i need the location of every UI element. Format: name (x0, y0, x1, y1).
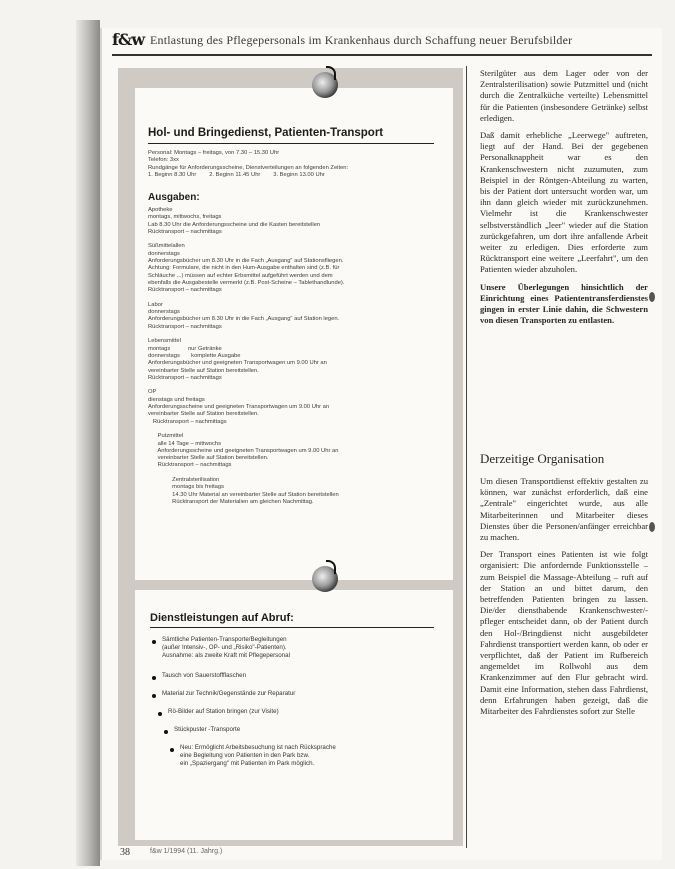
service-item: Material zur Technik/Gegenstände zur Reparatur (162, 690, 296, 697)
book-spine (76, 20, 100, 866)
margin-hole-icon (649, 292, 655, 302)
running-title: Entlastung des Pflegepersonals im Krankenhaus durch Schaffung neuer Berufsbilder (150, 33, 573, 47)
bullet-icon (152, 676, 156, 680)
emphasis-text: Unsere Überlegungen hinsichtlich der Einrichtung eines Patiententransferdienstes gingen in erster Linie dahin, die Schwestern von diesen Transporten zu entlasten. (480, 281, 648, 326)
paragraph: Um diesen Transportdienst effektiv gestalten zu können, war zunächst erforderlich, daß eine „Zentrale" eingerichtet wurde, aus alle Mitarbeiterinnen und Mitarbeiter dieses Dienstes über die Personen/anfänger erreichbar zu machen. (480, 476, 648, 543)
service-item: Tausch von Sauerstoffflaschen (162, 672, 247, 679)
note-intro: Personal: Montags – freitags, von 7.30 – 15.30 Uhr Telefon: 3xx Rundgänge für Anforderungsscheine, Dienstverteilungen an folgenden Zeiten: 1. Beginn 8.30 Uhr 2. Beginn 11.45 Uhr 3. Beginn 13.00 Uhr (148, 150, 349, 178)
article-column-continued (480, 476, 648, 723)
bullet-icon (152, 694, 156, 698)
title-underline (148, 143, 434, 144)
note-subhead: Ausgaben: (148, 192, 200, 203)
service-item: Neu: Ermöglicht Arbeitsbesuchung ist nach Rücksprache eine Begleitung von Patienten in den Park bzw. ein „Spaziergang" mit Patienten im Park möglich. (180, 744, 336, 767)
footer-source: f&w 1/1994 (11. Jahrg.) (150, 848, 223, 855)
bullet-icon (152, 640, 156, 644)
section-heading: Derzeitige Organisation (480, 451, 605, 466)
margin-hole-icon (649, 522, 655, 532)
column-divider (466, 66, 467, 848)
journal-logo: f&w (112, 30, 145, 49)
paragraph: Daß damit erhebliche „Leerwege" auftreten, liegt auf der Hand. Bei der gegebenen Personalknappheit war es den Krankenschwestern nicht zuzumuten, zum Beispiel in der Röntgen-Abteilung zu warten, bis der Patient dort untersucht worden war, um ihn dann gleich wieder mit zurückzunehmen. Vielmehr ist die Krankenschwester selbstverständlich „leer" wieder auf die Station zurückgefahren, um dort ihre anfallende Arbeit weiter zu erledigen. Dies erforderte zum Rücktransport eine weitere „Leerfahrt", um den Patienten wieder abzuholen. (480, 130, 648, 275)
service-item: Sämtliche Patienten-Transporte/Begleitungen (außer Intensiv-, OP- und „Risiko"-Patienten). Ausnahme: als zweite Kraft mit Pflegepersonal (162, 636, 290, 659)
page-number: 38 (120, 847, 130, 858)
service-item: Stückpuster -Transporte (174, 726, 241, 733)
paragraph-emphasis (480, 282, 648, 327)
paragraph: Der Transport eines Patienten ist wie folgt organisiert: Die anfordernde Funktionsstelle – zum Beispiel die Massage-Abteilung – ruft auf der Station an und bittet darum, den betreffenden Patienten bringen zu lassen. Die/der diensthabende Krankenschwester/-pfleger entscheidet dann, ob der Patient durch den Hol-/Bringdienst nicht ausgebildeter Fahrdienst transportiert werden kann, ob oder er verpflichtet, daß der Patient im Rufbereich angemeldet im Rollwohl aus dem Krankenzimmer auf den Flur gebracht wird. Damit eine Information, stehen dass Fahrdienst, denn Erfahrungen haben gezeigt, daß die Mitarbeiter des Fahrdienstes sofort zur Stelle (480, 549, 648, 717)
article-column (480, 68, 648, 332)
bullet-icon (158, 712, 162, 716)
pushpin-icon (312, 566, 338, 592)
bullet-icon (164, 730, 168, 734)
page-header (112, 30, 652, 54)
note-title: Dienstleistungen auf Abruf: (150, 612, 294, 624)
service-item: Rö-Bilder auf Station bringen (zur Visite) (168, 708, 279, 715)
pushpin-icon (312, 72, 338, 98)
title-underline (150, 627, 434, 628)
paragraph: Sterilgüter aus dem Lager oder von der Zentralsterilisation) sowie Putzmittel und (nicht durch die Zentralküche verteilte) Lebensmittel für die Patienten (insbesondere Getränke) selbst erledigen. (480, 68, 648, 123)
note-title: Hol- und Bringedienst, Patienten-Transport (148, 127, 384, 139)
header-rule (112, 54, 652, 56)
note-schedule-body: Apotheke montags, mittwochs, freitags Lab 8.30 Uhr die Anforderungsscheine und die Kasten bereitstellen Rücktransport – nachmittags Süßmittelallen donnerstags Anforderungsbücher um 8.30 Uhr in die Fach „Ausgang" auf Stationsfliegen. Achtung: Formulare, die nicht in den Hum-Ausgabe enthalten sind (z.B. für Schläuche ...) müssen auf echter Erbsmittel aufgeführt werden und dem ebenfalls die Ausgabestelle vermerkt (z.B. Post-Scheine – Tablethandlunde). Rücktransport – nachmittags Labor donnerstags Anforderungsbücher um 8.30 Uhr in die Fach „Ausgang" auf Station legen. Rücktransport – nachmittags Lebensmittel montags nur Getränke donnerstags komplette Ausgabe Anforderungsbücher und geeigneten Transportwagen um 9.00 Uhr an vereinbarter Stelle auf Station bereitstellen. Rücktransport – nachmittags OP dienstags und freitags Anforderungsscheine und geeigneten Transportwagen um 9.00 Uhr an vereinbarter Stelle auf Station bereitstellen. Rücktransport – nachmittags Putzmittel alle 14 Tage – mittwochs Anforderungsscheine und geeigneten Transportwagen um 9.00 Uhr an vereinbarter Stelle auf Station bereitstellen. Rücktransport – nachmittags Zentralsterilisation montags bis freitags 14.30 Uhr Material an vereinbarter Stelle auf Station bereitstellen Rücktransport der Materialien am gleichen Nachmittag. (148, 207, 345, 505)
bullet-icon (170, 748, 174, 752)
